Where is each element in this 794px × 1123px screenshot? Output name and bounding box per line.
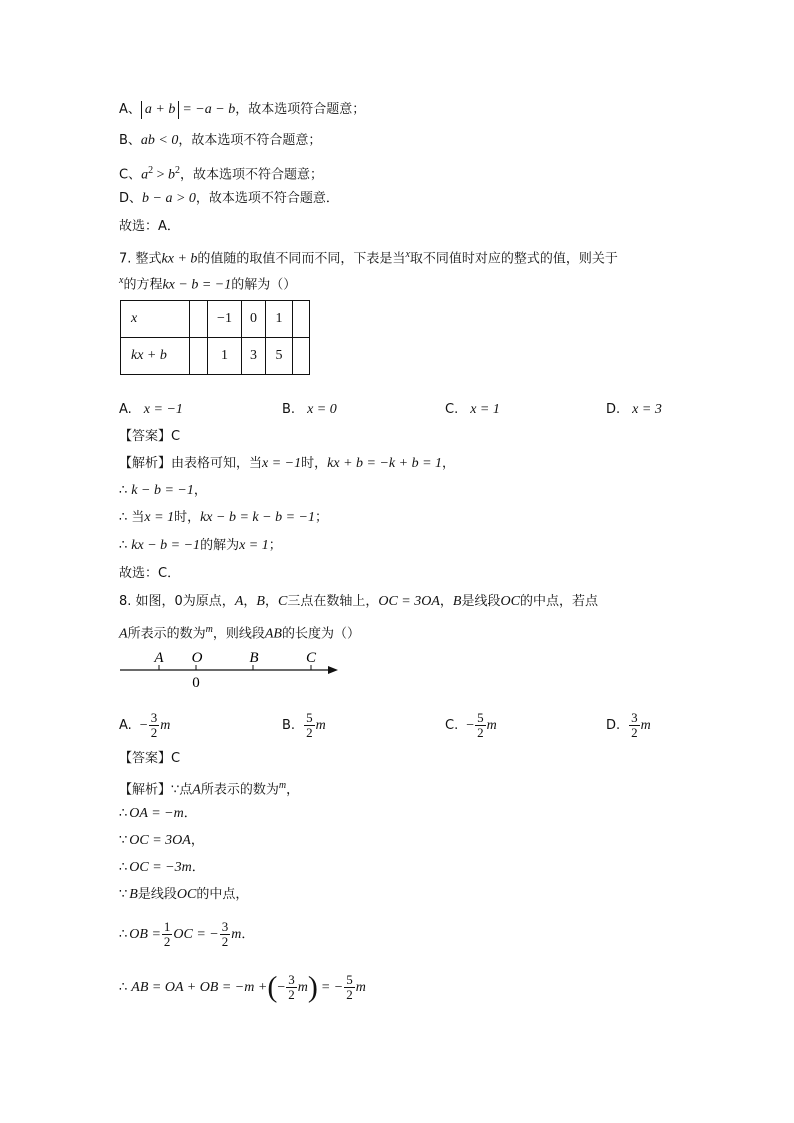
q8-number-line (118, 646, 350, 692)
math-var: B (256, 594, 265, 609)
math-expr: kx + b (161, 251, 198, 267)
math-expr: = − (320, 980, 344, 995)
option-label: C. (445, 718, 459, 733)
therefore-symbol: ∴ (119, 927, 128, 942)
stem-text: 取不同值时对应的整式的值，则关于 (409, 251, 618, 267)
solution-text: ， (193, 483, 207, 498)
q8-option-d (606, 711, 651, 740)
option-label: C、 (119, 167, 142, 183)
q8-solution-line6 (119, 918, 254, 952)
option-text: ，故本选项不符合题意； (178, 133, 322, 148)
q8-solution-line2 (119, 805, 197, 823)
math-var: AB (264, 626, 282, 642)
table-cell: 1 (208, 338, 242, 375)
denominator: 2 (346, 987, 353, 1002)
numerator: 1 (163, 919, 171, 934)
option-label: D. (606, 718, 621, 733)
stem-text: ， (439, 594, 453, 609)
left-paren: ( (267, 970, 278, 1004)
q7-solution-line3 (119, 509, 328, 527)
solution-text: 的解为 (200, 538, 240, 553)
q8-stem-line2 (119, 621, 360, 643)
math-var: x (119, 275, 124, 286)
numerator: 3 (288, 972, 295, 987)
math-expr: OC = −3m (129, 860, 192, 875)
therefore-symbol: ∴ (119, 483, 128, 498)
solution-text: 的中点， (196, 887, 249, 902)
point-label-c: C (305, 650, 317, 666)
math-var: m (231, 927, 242, 942)
q7-answer: 【答案】C (119, 429, 181, 444)
therefore-symbol: ∴ (119, 980, 128, 995)
math-var: B (452, 594, 462, 609)
stem-text: ， (264, 594, 278, 609)
solution-text: ， (286, 782, 300, 798)
math-var: A (234, 594, 244, 609)
q8-answer: 【答案】C (119, 751, 181, 766)
table-cell: 0 (242, 301, 266, 338)
fraction (149, 711, 160, 740)
q8-option-c (445, 711, 497, 740)
point-label-b: B (249, 650, 259, 666)
solution-text: ， (190, 833, 204, 848)
denominator: 2 (163, 934, 171, 949)
point-label-a: A (154, 650, 164, 666)
math-var: m (486, 718, 497, 733)
solution-text: ， (442, 456, 456, 471)
q7-option-b (282, 401, 337, 419)
math-expr: kx − b = −1 (131, 538, 201, 553)
math-expr: x = 1 (144, 510, 175, 525)
math-var: m (160, 718, 171, 733)
table-cell: 5 (266, 338, 293, 375)
q6-option-b (119, 132, 321, 150)
denominator: 2 (288, 987, 295, 1002)
math-expr: kx − b = k − b = −1 (200, 510, 315, 525)
q7-solution-line1 (119, 455, 455, 473)
therefore-symbol: ∴ (119, 806, 128, 821)
math-expr: x = 3 (632, 402, 662, 417)
point-label-o: O (191, 650, 203, 666)
number-line-arrowhead (328, 666, 338, 674)
math-sign: − (139, 718, 148, 733)
option-label: A、 (119, 102, 141, 117)
denominator: 2 (631, 725, 638, 740)
math-var: m (297, 980, 308, 995)
table-cell: 3 (242, 338, 266, 375)
solution-text: ∴ 当 (119, 510, 145, 525)
fraction (629, 711, 640, 740)
math-expr: OB = (129, 927, 161, 942)
math-expr: x = 1 (239, 538, 269, 553)
option-label: C. (445, 402, 459, 417)
table-cell: −1 (208, 301, 242, 338)
q8-stem-line1 (119, 593, 598, 611)
fraction (220, 920, 231, 949)
math-expr: OC = 3OA (378, 594, 440, 609)
option-label: D、 (119, 191, 143, 206)
math-expr: kx + b = −k + b = 1 (327, 456, 443, 471)
option-label: B. (282, 402, 296, 417)
math-var: x (405, 249, 410, 260)
table-cell (190, 301, 208, 338)
fraction (344, 973, 355, 1002)
math-expr: OC = 3OA (129, 833, 191, 848)
right-paren: ) (307, 970, 318, 1004)
math-var: A (192, 782, 201, 798)
option-label: B. (282, 718, 296, 733)
solution-text: ． (241, 927, 255, 942)
solution-text: 【解析】由表格可知，当 (119, 456, 263, 471)
option-label: D. (606, 402, 621, 417)
table-cell: kx + b (121, 338, 190, 375)
therefore-symbol: ∴ (119, 860, 128, 875)
math-expr: OA = −m (129, 806, 184, 821)
because-symbol: ∵ (119, 833, 128, 848)
math-var: m (278, 780, 287, 791)
math-expr: = −a − b (182, 102, 236, 117)
numerator: 5 (306, 710, 313, 725)
math-var: OC (176, 887, 197, 902)
math-expr: kx − b = −1 (162, 277, 232, 293)
math-expr: k − b = −1 (131, 483, 194, 498)
table-cell (293, 338, 310, 375)
stem-text: 的解为（） (231, 277, 297, 293)
denominator: 2 (221, 934, 229, 949)
stem-text: ，则线段 (212, 626, 265, 642)
solution-text: ； (268, 538, 282, 553)
math-base: a (141, 167, 149, 183)
stem-text: 的值随的取值不同而不同，下表是当 (197, 251, 406, 267)
solution-text: ． (191, 860, 205, 875)
q6-option-c (119, 162, 323, 184)
math-base: b (167, 167, 175, 183)
option-text: ，故本选项不符合题意； (179, 167, 323, 183)
math-expr: ab < 0 (140, 133, 179, 148)
table-row (121, 301, 310, 338)
math-expr: AB = OA + OB = −m + (131, 980, 268, 995)
option-label: A. (119, 402, 132, 417)
stem-text: 是线段 (461, 594, 501, 609)
fraction (304, 711, 315, 740)
q7-option-c (445, 401, 500, 419)
denominator: 2 (306, 725, 313, 740)
math-var: A (119, 626, 128, 642)
math-expr: x = 0 (307, 402, 337, 417)
math-sign: − (466, 718, 475, 733)
math-var: m (640, 718, 651, 733)
q7-option-a (119, 401, 183, 419)
option-text: ，故本选项符合题意； (235, 102, 366, 117)
stem-text: ， (243, 594, 257, 609)
table-cell: x (121, 301, 190, 338)
stem-text: 三点在数轴上， (287, 594, 379, 609)
math-expr: OC = − (173, 927, 219, 942)
numerator: 3 (150, 710, 158, 725)
fraction (475, 711, 486, 740)
option-text: ，故本选项不符合题意． (195, 191, 339, 206)
q6-final-choice: 故选：A． (119, 219, 180, 234)
q7-solution-line2 (119, 482, 207, 500)
math-var: C (277, 594, 288, 609)
solution-text: 所表示的数为 (200, 782, 279, 798)
q7-option-d (606, 401, 662, 419)
solution-text: 【解析】∵点 (119, 782, 193, 798)
denominator: 2 (477, 725, 484, 740)
stem-text: 7. 整式 (119, 251, 162, 267)
option-label: B、 (119, 133, 141, 148)
q7-solution-line4 (119, 537, 282, 555)
solution-text: 时， (174, 510, 201, 525)
q8-solution-line5 (119, 886, 248, 904)
stem-text: 所表示的数为 (127, 626, 206, 642)
solution-text: 时， (301, 456, 328, 471)
math-expr: b − a > 0 (142, 191, 196, 206)
because-symbol: ∵ (119, 887, 128, 902)
denominator: 2 (150, 725, 158, 740)
q8-option-b (282, 711, 326, 740)
numerator: 5 (477, 710, 484, 725)
option-label: A. (119, 718, 132, 733)
math-var: m (205, 624, 213, 635)
q8-option-a (119, 711, 170, 740)
fraction (286, 973, 297, 1002)
table-cell (190, 338, 208, 375)
q7-final-choice: 故选：C． (119, 566, 181, 581)
table-row (121, 338, 310, 375)
q8-solution-line1 (119, 777, 299, 799)
numerator: 3 (631, 710, 638, 725)
q8-solution-line3 (119, 832, 204, 850)
math-sign: − (277, 980, 286, 995)
numerator: 3 (221, 919, 229, 934)
math-exponent: 2 (148, 165, 154, 176)
stem-text: 的中点，若点 (519, 594, 598, 609)
q8-solution-line4 (119, 859, 205, 877)
fraction (162, 920, 173, 949)
q8-solution-line7 (119, 968, 366, 1008)
math-var: m (355, 980, 366, 995)
q6-option-a (119, 101, 365, 119)
solution-text: ； (314, 510, 328, 525)
stem-text: 8. 如图，0为原点， (119, 594, 235, 609)
math-expr: x = 1 (470, 402, 500, 417)
solution-text: 是线段 (137, 887, 177, 902)
q7-stem-line1 (119, 246, 618, 268)
math-var: m (315, 718, 326, 733)
absolute-value: a + b (141, 101, 179, 119)
math-exponent: 2 (174, 165, 180, 176)
stem-text: 的长度为（） (281, 626, 360, 642)
numerator: 5 (346, 972, 353, 987)
table-cell (293, 301, 310, 338)
q6-option-d (119, 190, 339, 208)
math-var: B (129, 887, 138, 902)
q7-stem-line2 (119, 272, 296, 294)
math-operator: > (153, 167, 168, 183)
therefore-symbol: ∴ (119, 538, 128, 553)
zero-label: 0 (192, 675, 200, 691)
math-var: OC (500, 594, 520, 609)
table-cell: 1 (266, 301, 293, 338)
q7-value-table (120, 300, 310, 375)
solution-text: ． (183, 806, 197, 821)
math-expr: x = −1 (262, 456, 302, 471)
math-expr: x = −1 (143, 402, 183, 417)
stem-text: 的方程 (123, 277, 163, 293)
